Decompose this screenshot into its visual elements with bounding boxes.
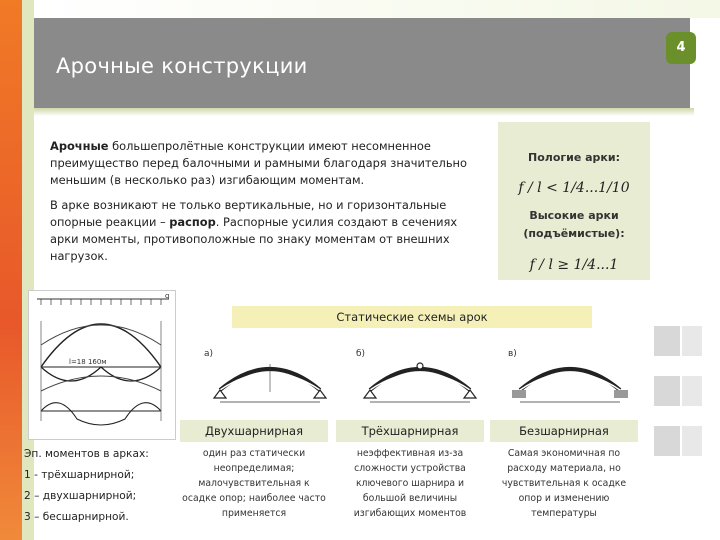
flat-arches-formula: f / l < 1/4...1/10 [518,180,630,196]
decor-square-4 [682,376,702,406]
legend-item-3: 3 – бесшарнирной. [24,511,129,523]
moment-diagram [28,290,176,440]
term-arches: Арочные [50,139,109,153]
term-thrust: распор [169,215,216,229]
static-schemes-banner: Статические схемы арок [232,306,592,328]
page-number-badge: 4 [666,32,696,64]
intro-paragraph-1 [50,138,470,189]
header-top-band [34,0,720,18]
high-arches-heading-2: (подъёмистые): [523,227,625,240]
two-hinged-description: один раз статически неопределимая; малочувствительная к осадке опор; наиболее часто применяется [182,448,326,519]
scheme-label-b: б) [356,349,366,359]
left-accent-stripe [0,0,22,540]
decor-square-2 [682,326,702,356]
decor-square-6 [682,426,702,456]
decor-square-1 [654,326,680,356]
legend-item-1: 1 - трёхшарнирной; [24,469,135,481]
intro-paragraph-2 [50,197,470,265]
high-arches-formula: f / l ≥ 1/4...1 [529,257,619,273]
decor-square-5 [654,426,680,456]
three-hinged-heading: Трёхшарнирная [336,420,484,442]
intro-p2-start: В арке возникают не только вертикальные, но и горизонтальные опорные реакции – [50,198,447,229]
legend-item-2: 2 – двухшарнирной; [24,490,137,502]
intro-p2-end: . Распорные усилия создают в сечениях арки моменты, противоположные по знаку моментам от внешних нагрузок. [50,215,458,263]
three-hinged-description: неэффективная из-за сложности устройства ключевого шарнира и большой величины изгибающих моментов [353,448,467,519]
moment-legend [24,444,184,528]
decor-square-3 [654,376,680,406]
slide-title: Арочные конструкции [56,54,308,78]
span-label: l=18 160м [69,358,107,366]
arch-schemes-drawing [190,334,650,414]
moment-diagram-drawing [29,291,175,439]
high-arches-heading-1: Высокие арки [529,209,619,222]
legend-title: Эп. моментов в арках: [24,448,149,460]
scheme-label-a: а) [204,349,214,359]
scheme-label-c: в) [508,349,517,359]
hingeless-description: Самая экономичная по расходу материала, но чувствительная к осадке опор и изменению температуры [501,448,627,519]
header-divider [34,108,694,116]
load-label: q [165,292,170,300]
flat-arches-heading: Пологие арки: [528,151,620,164]
hingeless-heading: Безшарнирная [490,420,638,442]
intro-p1-text: большепролётные конструкции имеют несомненное преимущество перед балочными и рамными благодаря значительно меньшим (в несколько раз) изгибающим моментам. [50,139,467,187]
two-hinged-heading: Двухшарнирная [180,420,328,442]
